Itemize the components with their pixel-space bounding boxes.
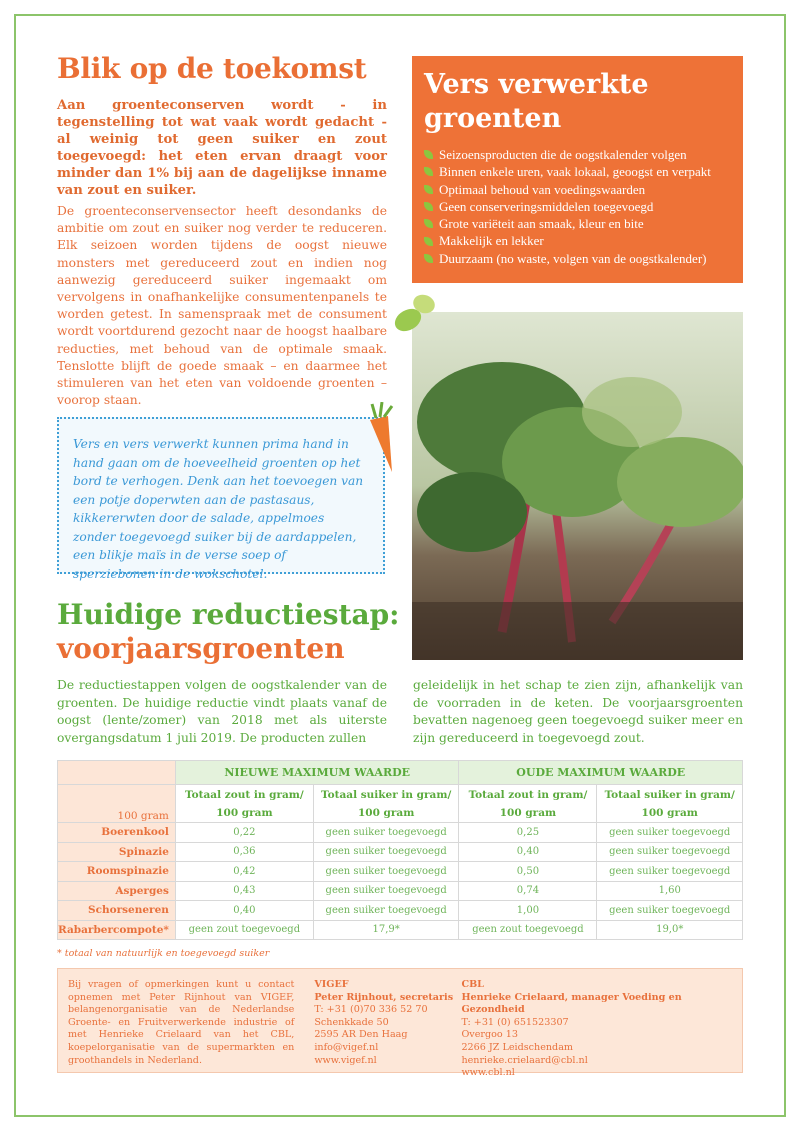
box-list-item: Makkelijk en lekker xyxy=(424,232,731,249)
leaf-bullet-icon xyxy=(424,219,433,228)
contact-box xyxy=(57,968,743,1079)
row-label: Boerenkool xyxy=(58,823,176,843)
table-cell: geen suiker toegevoegd xyxy=(313,862,459,882)
leaf-bullet-icon xyxy=(424,237,433,246)
table-row xyxy=(58,862,743,882)
table-row xyxy=(58,842,743,862)
box-list-item: Geen conserveringsmiddelen toegevoegd xyxy=(424,198,731,215)
box-list-item: Grote variëteit aan smaak, kleur en bite xyxy=(424,215,731,232)
section-heading: Huidige reductiestap: voorjaarsgroenten xyxy=(57,598,400,665)
column-left: De reductiestappen volgen de oogstkalender van de groenten. De huidige reductie vindt plaats vanaf de oogst (lente/zomer) van 2018 met als uiterste overgangsdatum 1 juli 2019. De producten zullen xyxy=(57,678,387,745)
table-cell: geen zout toegevoegd xyxy=(459,920,597,940)
table-cell: geen suiker toegevoegd xyxy=(597,823,743,843)
reduction-table xyxy=(57,760,743,940)
row-label: Roomspinazie xyxy=(58,862,176,882)
box-list-item: Seizoensproducten die de oogstkalender volgen xyxy=(424,146,731,163)
contact-vigef: VIGEF Peter Rijnhout, secretaris T: +31 (0)70 336 52 70 Schenkkade 50 2595 AR Den Haag info@vigef.nl www.vigef.nl xyxy=(314,979,461,1062)
table-cell: 0,22 xyxy=(175,823,313,843)
table-cell: 1,60 xyxy=(597,881,743,901)
table-cell: 0,50 xyxy=(459,862,597,882)
leaf-bullet-icon xyxy=(424,150,433,159)
cbl-website[interactable]: www.cbl.nl xyxy=(461,1067,515,1079)
col-header: Totaal zout in gram/ 100 gram xyxy=(459,785,597,823)
box-title: Vers verwerkte groenten xyxy=(424,69,649,134)
contact-cbl: CBL Henrieke Crielaard, manager Voeding en Gezondheid T: +31 (0) 651523307 Overgoo 13 2266 JZ Leidschendam henrieke.crielaard@cbl.nl www.cbl.nl xyxy=(461,979,732,1062)
box-list xyxy=(424,146,731,267)
table-cell: 0,36 xyxy=(175,842,313,862)
table-cell: geen suiker toegevoegd xyxy=(313,901,459,921)
group-header-new: NIEUWE MAXIMUM WAARDE xyxy=(175,761,459,785)
table-row xyxy=(58,920,743,940)
leaf-bullet-icon xyxy=(424,167,433,176)
table-cell: 0,25 xyxy=(459,823,597,843)
table-row xyxy=(58,881,743,901)
leaf-bullet-icon xyxy=(424,185,433,194)
table-row xyxy=(58,823,743,843)
table-cell: 0,43 xyxy=(175,881,313,901)
table-cell: geen suiker toegevoegd xyxy=(313,881,459,901)
box-list-item: Duurzaam (no waste, volgen van de oogstkalender) xyxy=(424,250,731,267)
vigef-website[interactable]: www.vigef.nl xyxy=(314,1054,377,1066)
page-title: Blik op de toekomst xyxy=(57,52,367,85)
table-cell: geen zout toegevoegd xyxy=(175,920,313,940)
column-right: geleidelijk in het schap te zien zijn, afhankelijk van de voorraden in de keten. De voorjaarsgroenten bevatten nagenoeg geen toegevoegd suiker meer en zijn gereduceerd in toegevoegd zout. xyxy=(413,678,743,745)
rhubarb-photo xyxy=(412,312,743,660)
table-cell: geen suiker toegevoegd xyxy=(313,823,459,843)
leaf-bullet-icon xyxy=(424,202,433,211)
tip-callout: Vers en vers verwerkt kunnen prima hand in hand gaan om de hoeveelheid groenten op het bord te verhogen. Denk aan het toevoegen van een potje doperwten aan de pastasaus, kikkererwten door de salade, appelmoes zonder toegevoegd suiker bij de aardappelen, een blikje maïs in de verse soep of sperziebonen in de wokschotel. xyxy=(57,417,385,574)
table-cell: 19,0* xyxy=(597,920,743,940)
unit-header: 100 gram xyxy=(58,785,176,823)
table-row xyxy=(58,901,743,921)
reduction-text xyxy=(57,677,743,747)
row-label: Rabarbercompote* xyxy=(58,920,176,940)
group-header-old: OUDE MAXIMUM WAARDE xyxy=(459,761,743,785)
table-cell: geen suiker toegevoegd xyxy=(313,842,459,862)
beans-icon xyxy=(390,290,440,338)
fresh-processed-box xyxy=(412,56,743,283)
table-cell: 17,9* xyxy=(313,920,459,940)
table-cell: 0,42 xyxy=(175,862,313,882)
table-cell: geen suiker toegevoegd xyxy=(597,842,743,862)
col-header: Totaal suiker in gram/ 100 gram xyxy=(597,785,743,823)
row-label: Asperges xyxy=(58,881,176,901)
contact-intro: Bij vragen of opmerkingen kunt u contact opnemen met Peter Rijnhout van VIGEF, belangenorganisatie van de Nederlandse Groente- en Fruitverwerkende industrie of met Henrieke Crielaard van het CBL, koepelorganisatie van de supermarkten en groothandels in Nederland. xyxy=(68,979,295,1066)
footnote: * totaal van natuurlijk en toegevoegd suiker xyxy=(57,948,270,959)
table-cell: 0,40 xyxy=(175,901,313,921)
row-label: Schorseneren xyxy=(58,901,176,921)
vigef-email[interactable]: info@vigef.nl xyxy=(314,1041,379,1053)
col-header: Totaal zout in gram/ 100 gram xyxy=(175,785,313,823)
table-cell: 1,00 xyxy=(459,901,597,921)
row-label: Spinazie xyxy=(58,842,176,862)
box-list-item: Binnen enkele uren, vaak lokaal, geoogst en verpakt xyxy=(424,163,731,180)
table-cell: geen suiker toegevoegd xyxy=(597,862,743,882)
col-header: Totaal suiker in gram/ 100 gram xyxy=(313,785,459,823)
carrot-icon xyxy=(362,402,402,474)
table-cell: 0,74 xyxy=(459,881,597,901)
table-cell: 0,40 xyxy=(459,842,597,862)
table-cell: geen suiker toegevoegd xyxy=(597,901,743,921)
leaf-bullet-icon xyxy=(424,254,433,263)
body-paragraph: De groenteconservensector heeft desondanks de ambitie om zout en suiker nog verder te reduceren. Elk seizoen worden tijdens de oogst nieuwe monsters met gereduceerd zout en indien nog aanwezig gereduceerd suiker ingemaakt om vervolgens in onafhankelijke consumentenpanels te worden getest. In samenspraak met de consument wordt voortdurend gezocht naar de hoogst haalbare reducties, met behoud van de optimale smaak. Tenslotte blijft de goede smaak – en daarmee het stimuleren van het eten van voldoende groenten – voorop staan. xyxy=(57,204,387,408)
lead-paragraph: Aan groenteconserven wordt - in tegenstelling tot wat vaak wordt gedacht - al weinig tot geen suiker en zout toegevoegd: het eten ervan draagt voor minder dan 1% bij aan de dagelijkse inname van zout en suiker. xyxy=(57,98,387,198)
cbl-email[interactable]: henrieke.crielaard@cbl.nl xyxy=(461,1054,588,1066)
box-list-item: Optimaal behoud van voedingswaarden xyxy=(424,181,731,198)
